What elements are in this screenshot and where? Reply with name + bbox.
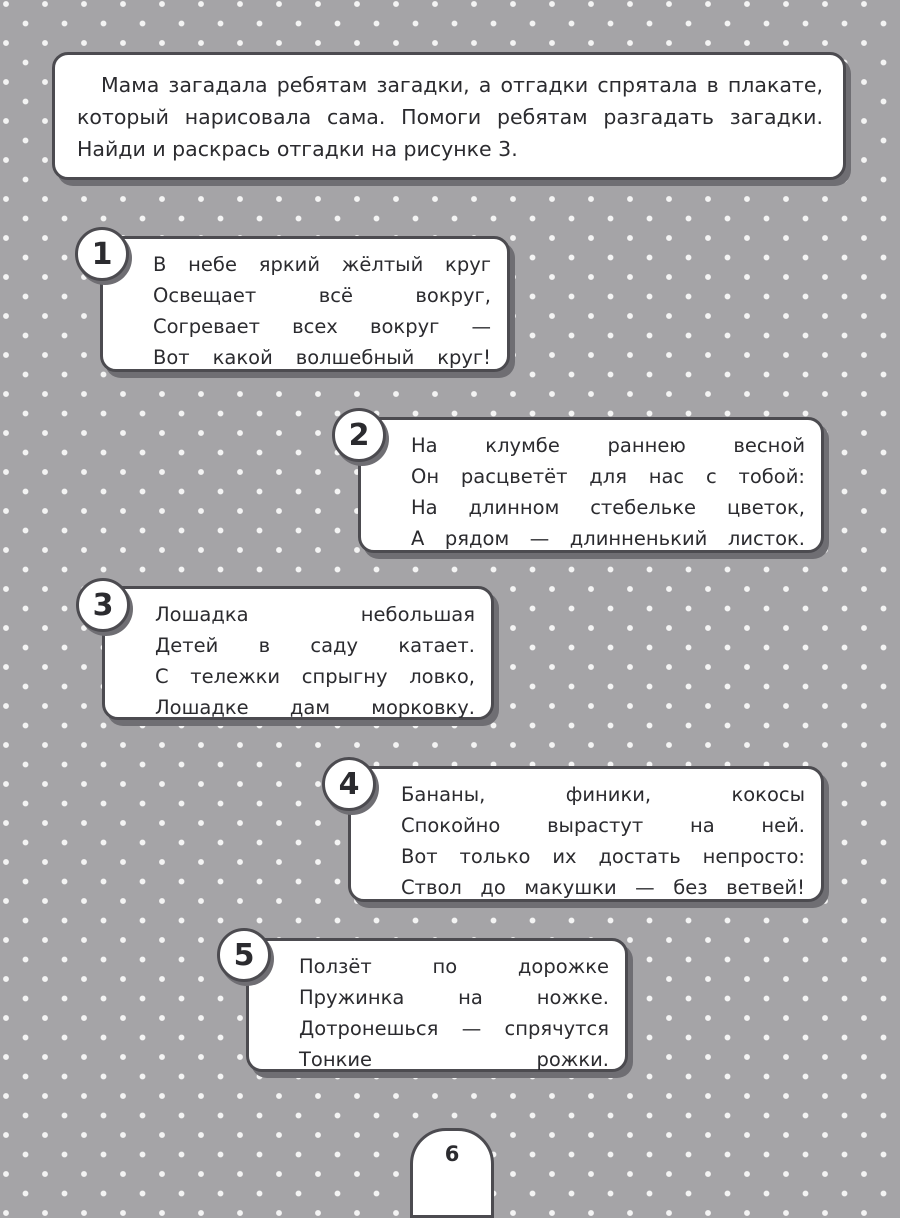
riddle-line: Тонкие рожки. [299, 1048, 609, 1071]
instruction-card [52, 52, 846, 180]
riddle-line: На длинном стебельке цветок, [411, 496, 805, 519]
riddle-line: Спокойно вырастут на ней. [401, 814, 805, 837]
riddle-line: Ползёт по дорожке [299, 955, 609, 978]
riddle-number-badge-3: 3 [76, 578, 130, 632]
riddle-line: Освещает всё вокруг, [153, 284, 491, 307]
instruction-line: который нарисовала сама. Помоги ребятам разгадать загадки. [77, 105, 823, 129]
riddle-card-4 [348, 766, 824, 902]
riddle-card-5 [246, 938, 628, 1072]
riddle-line: Дотронешься — спрячутся [299, 1017, 609, 1040]
riddle-number-badge-1: 1 [75, 227, 129, 281]
riddle-line: Вот какой волшебный круг! [153, 346, 491, 369]
riddle-line: Лошадка небольшая [155, 603, 475, 626]
riddle-line: А рядом — длинненький листок. [411, 527, 805, 550]
riddle-line: Детей в саду катает. [155, 634, 475, 657]
riddle-line: Вот только их достать непросто: [401, 845, 805, 868]
riddle-line: Он расцветёт для нас с тобой: [411, 465, 805, 488]
riddle-number-badge-5: 5 [217, 928, 271, 982]
riddle-number-badge-4: 4 [322, 757, 376, 811]
riddle-line: В небе яркий жёлтый круг [153, 253, 491, 276]
riddle-card-1 [100, 236, 510, 372]
riddle-number-badge-2: 2 [332, 408, 386, 462]
instruction-line: Мама загадала ребятам загадки, а отгадки спрятала в плакате, [101, 73, 823, 97]
riddle-line: С тележки спрыгну ловко, [155, 665, 475, 688]
riddle-line: Пружинка на ножке. [299, 986, 609, 1009]
riddle-card-2 [358, 417, 824, 553]
instruction-line: Найди и раскрась отгадки на рисунке 3. [77, 137, 518, 161]
riddle-line: Ствол до макушки — без ветвей! [401, 876, 805, 899]
page-number: 6 [410, 1128, 494, 1218]
riddle-line: Согревает всех вокруг — [153, 315, 491, 338]
riddle-line: Лошадке дам морковку. [155, 696, 475, 719]
riddle-line: Бананы, финики, кокосы [401, 783, 805, 806]
riddle-line: На клумбе раннею весной [411, 434, 805, 457]
riddle-card-3 [102, 586, 494, 720]
